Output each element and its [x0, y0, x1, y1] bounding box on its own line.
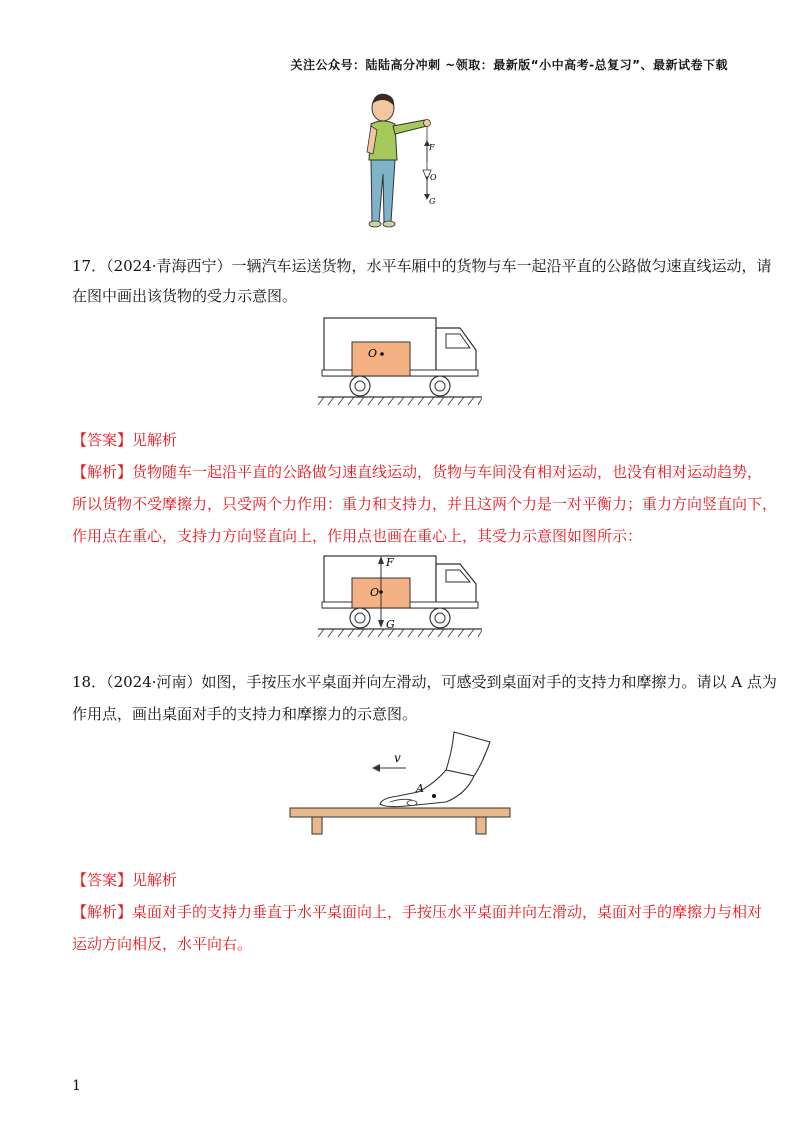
- wheel-front-hub: [435, 381, 445, 391]
- a18-answer: 【答案】见解析: [72, 871, 178, 889]
- label-v: v: [394, 751, 401, 765]
- label-f: F: [386, 556, 394, 569]
- a17-explanation-3: 作用点在重心，支持力方向竖直向上，作用点也画在重心上，其受力示意图如图所示：: [72, 527, 643, 545]
- wheel-rear-hub: [355, 613, 365, 623]
- figure-person-hanging-weight: [355, 90, 455, 230]
- a18-explanation-1: 【解析】桌面对手的支持力垂直于水平桌面向上，手按压水平桌面并向左滑动，桌面对手的摩擦力与相对: [72, 903, 763, 921]
- label-o: O: [368, 347, 378, 360]
- table-leg-right: [476, 817, 486, 834]
- table-leg-left: [312, 817, 322, 834]
- person-shoe-left: [369, 221, 381, 227]
- q18-line-1: 18．（2024·河南）如图，手按压水平桌面并向左滑动，可感受到桌面对手的支持力和摩擦力。请以 A 点为: [72, 673, 777, 691]
- point-a: [432, 794, 436, 798]
- ground-hatch: [318, 397, 482, 405]
- a17-answer: 【答案】见解析: [72, 431, 178, 449]
- q17-line-2: 在图中画出该货物的受力示意图。: [72, 287, 298, 305]
- center-point: [379, 590, 383, 594]
- label-o: O: [430, 173, 437, 182]
- page-header: 关注公众号：陆陆高分冲刺 ~领取：最新版“小中高考-总复习”、最新试卷下载: [290, 58, 728, 72]
- figure-hand-on-table: [286, 730, 516, 840]
- person-pants: [371, 160, 395, 222]
- a18-explanation-2: 运动方向相反，水平向右。: [72, 935, 253, 953]
- page-number: 1: [72, 1078, 81, 1094]
- label-g: G: [429, 197, 436, 206]
- table-top: [290, 808, 510, 817]
- label-a: A: [416, 782, 424, 795]
- hand-thumb: [407, 801, 417, 806]
- gravity-arrowhead: [378, 620, 384, 628]
- q17-line-1: 17．（2024·青海西宁）一辆汽车运送货物，水平车厢中的货物与车一起沿平直的公路做匀速直线运动，请: [72, 257, 772, 275]
- person-arm: [393, 120, 427, 134]
- wheel-front-hub: [435, 613, 445, 623]
- ground-hatch: [318, 629, 482, 637]
- label-g: G: [386, 618, 395, 631]
- label-o: O: [370, 586, 380, 599]
- a17-explanation-2: 所以货物不受摩擦力，只受两个力作用：重力和支持力，并且这两个力是一对平衡力；重力方向竖直向下，: [72, 495, 778, 513]
- q18-line-2: 作用点，画出桌面对手的支持力和摩擦力的示意图。: [72, 705, 418, 723]
- figure-truck-answer: [318, 552, 482, 642]
- person-hand: [424, 120, 431, 127]
- label-f: F: [429, 143, 435, 152]
- a17-explanation-1: 【解析】货物随车一起沿平直的公路做匀速直线运动，货物与车间没有相对运动，也没有相对运动趋势，: [72, 463, 763, 481]
- arm-sleeve: [446, 732, 490, 776]
- wheel-rear-hub: [355, 381, 365, 391]
- person-shoe-right: [383, 221, 395, 227]
- figure-truck-question: [318, 314, 482, 410]
- center-point: [380, 352, 384, 356]
- velocity-arrowhead: [372, 764, 380, 772]
- cargo-box: [352, 342, 410, 376]
